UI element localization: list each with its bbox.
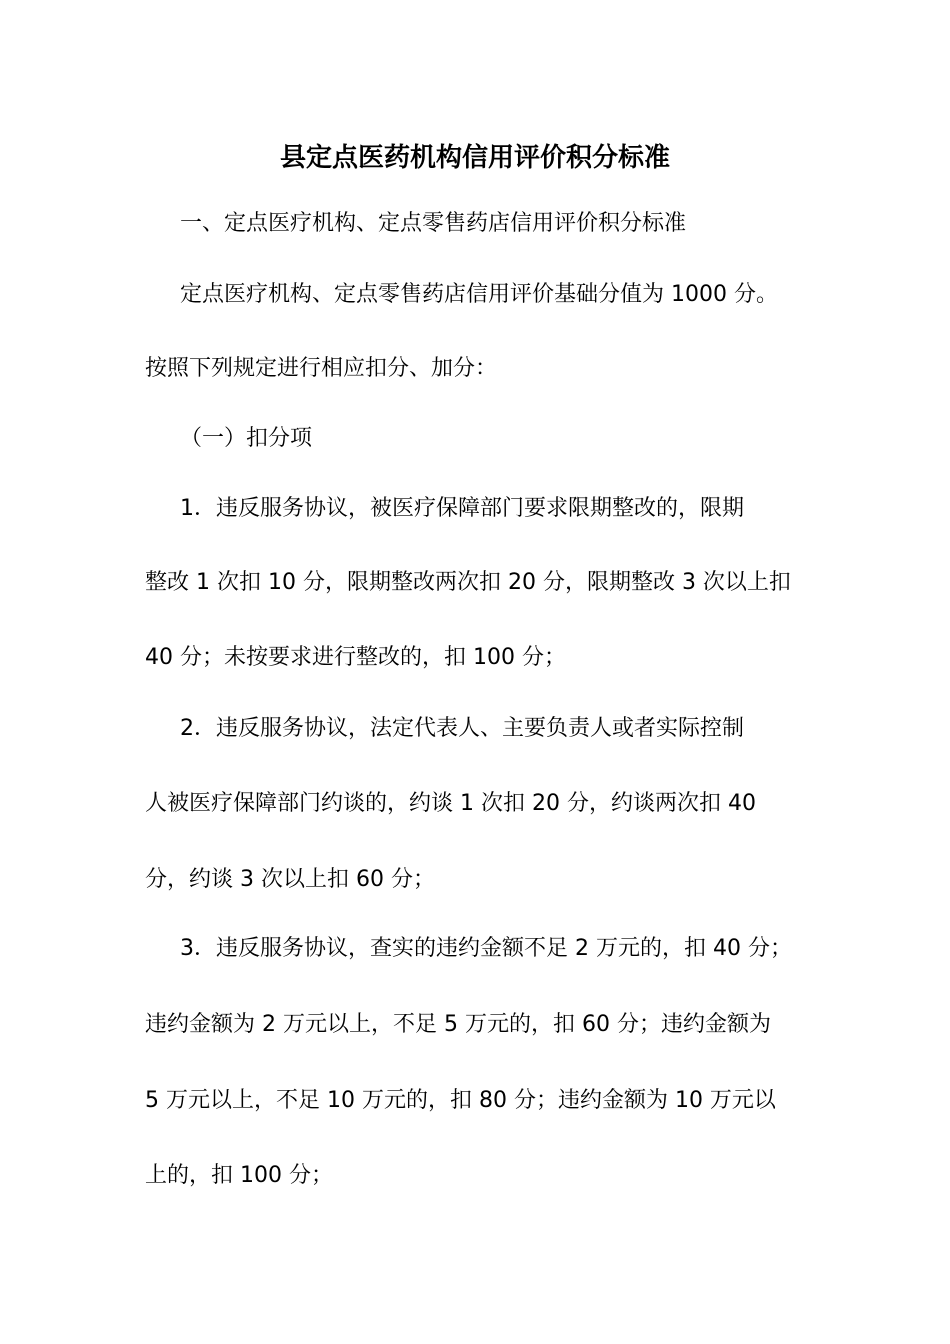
paragraph-line: 整改 1 次扣 10 分，限期整改两次扣 20 分，限期整改 3 次以上扣: [145, 570, 791, 595]
document-title: 县定点医药机构信用评价积分标准: [279, 143, 670, 173]
paragraph-line: 定点医疗机构、定点零售药店信用评价基础分值为 1000 分。: [180, 282, 778, 307]
paragraph-line: 40 分；未按要求进行整改的，扣 100 分；: [145, 645, 566, 670]
paragraph-line: 2．违反服务协议，法定代表人、主要负责人或者实际控制: [180, 716, 744, 741]
section-heading: 一、定点医疗机构、定点零售药店信用评价积分标准: [180, 211, 687, 236]
paragraph-line: 违约金额为 2 万元以上，不足 5 万元的，扣 60 分；违约金额为: [145, 1012, 771, 1037]
paragraph-line: 5 万元以上，不足 10 万元的，扣 80 分；违约金额为 10 万元以: [145, 1088, 776, 1113]
paragraph-line: 1．违反服务协议，被医疗保障部门要求限期整改的，限期: [180, 496, 744, 521]
subsection-heading: （一）扣分项: [180, 426, 313, 451]
paragraph-line: 分，约谈 3 次以上扣 60 分；: [145, 867, 435, 892]
paragraph-line: 人被医疗保障部门约谈的，约谈 1 次扣 20 分，约谈两次扣 40: [145, 791, 756, 816]
paragraph-line: 按照下列规定进行相应扣分、加分：: [145, 356, 498, 381]
paragraph-line: 3．违反服务协议，查实的违约金额不足 2 万元的，扣 40 分；: [180, 936, 792, 961]
paragraph-line: 上的，扣 100 分；: [145, 1163, 333, 1188]
